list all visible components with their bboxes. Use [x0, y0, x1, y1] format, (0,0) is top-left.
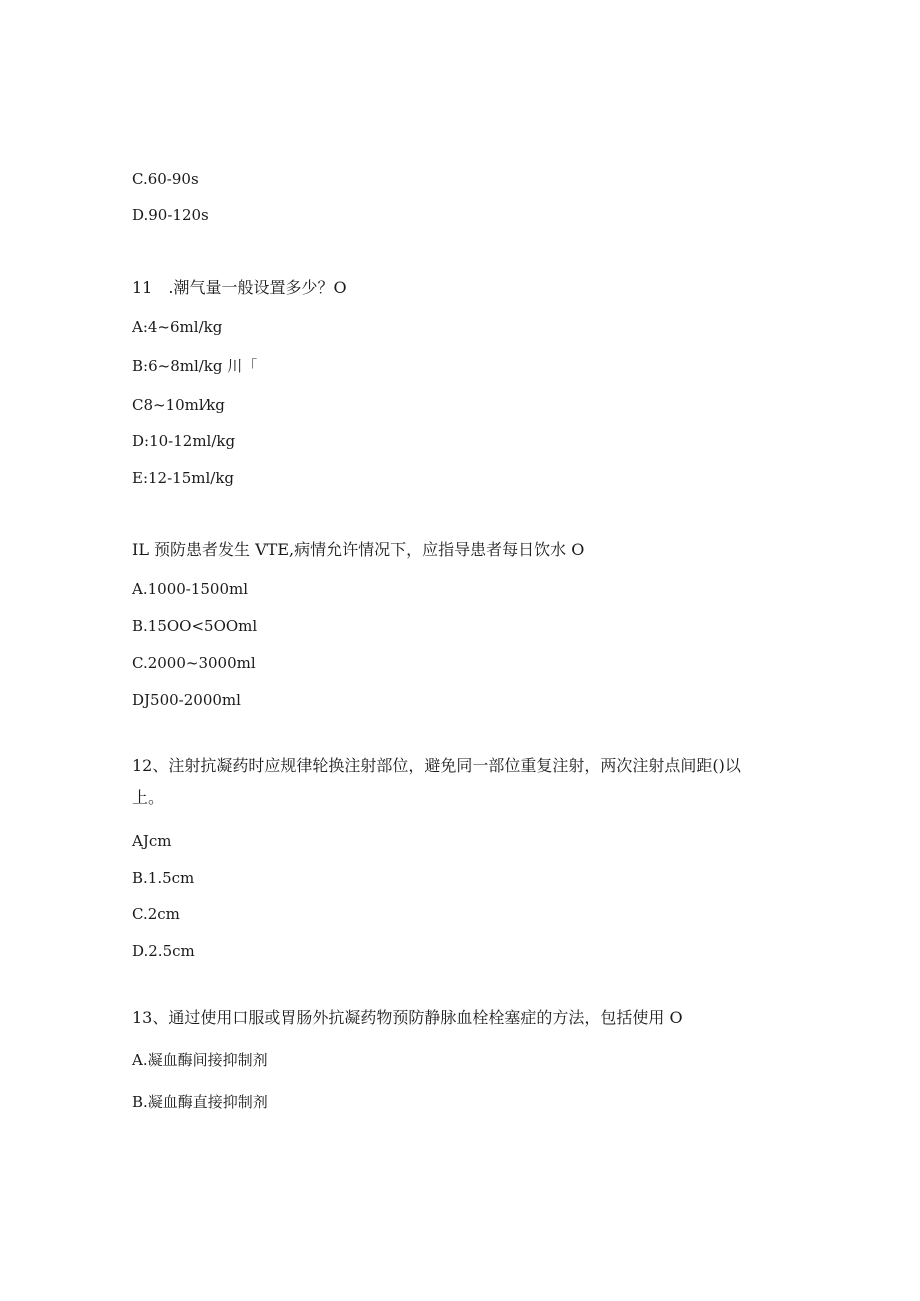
question-11: 11 .潮气量一般设置多少？O	[132, 278, 347, 297]
question-il: IL 预防患者发生 VTE,病情允许情况下，应指导患者每日饮水 O	[132, 540, 585, 559]
option-q13-b: B.凝血酶直接抑制剂	[132, 1093, 268, 1111]
option-q10-d: D.90-120s	[132, 206, 209, 224]
option-q11-e: E:12-15ml/kg	[132, 469, 235, 487]
question-13: 13、通过使用口服或胃肠外抗凝药物预防静脉血栓栓塞症的方法，包括使用 O	[132, 1008, 683, 1027]
option-q13-a: A.凝血酶间接抑制剂	[132, 1051, 268, 1069]
option-qil-b: B.15OO<5OOml	[132, 617, 258, 635]
option-q12-c: C.2cm	[132, 905, 180, 923]
option-qil-a: A.1000-1500ml	[132, 580, 249, 598]
question-12-line2: 上。	[132, 788, 165, 807]
option-q11-a: A:4~6ml/kg	[132, 318, 223, 336]
option-q12-d: D.2.5cm	[132, 942, 195, 960]
option-q12-a: AJcm	[132, 832, 172, 850]
option-q12-b: B.1.5cm	[132, 869, 195, 887]
option-qil-d: DJ500-2000ml	[132, 691, 241, 709]
option-qil-c: C.2000~3000ml	[132, 654, 256, 672]
question-12-line1: 12、注射抗凝药时应规律轮换注射部位，避免同一部位重复注射，两次注射点间距()以	[132, 756, 741, 775]
option-q11-b: B:6~8ml/kg 川「	[132, 357, 258, 375]
option-q10-c: C.60-90s	[132, 170, 199, 188]
option-q11-d: D:10-12ml/kg	[132, 432, 236, 450]
option-q11-c: C8~10ml⁄kg	[132, 396, 225, 414]
